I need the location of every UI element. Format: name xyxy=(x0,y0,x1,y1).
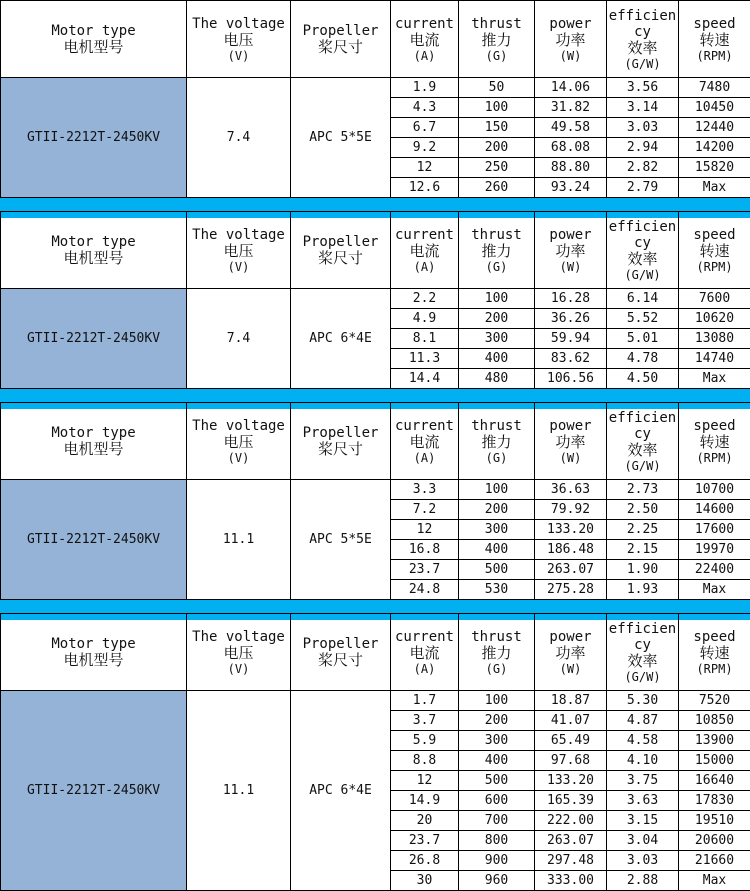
header-efficiency-en: efficiency xyxy=(607,219,678,251)
header-efficiency xyxy=(607,614,679,691)
power-cell: 14.06 xyxy=(535,78,607,98)
power-cell: 83.62 xyxy=(535,349,607,369)
efficiency-cell: 6.14 xyxy=(607,289,679,309)
efficiency-cell: 1.93 xyxy=(607,580,679,600)
thrust-cell: 600 xyxy=(459,791,535,811)
header-current-zh: 电流 xyxy=(391,32,458,49)
current-cell: 4.9 xyxy=(391,309,459,329)
voltage-cell: 7.4 xyxy=(187,289,291,389)
speed-cell: 17830 xyxy=(679,791,750,811)
header-thrust-zh: 推力 xyxy=(459,32,534,49)
header-row xyxy=(1,403,750,480)
speed-cell: Max xyxy=(679,369,750,389)
spec-table-grid xyxy=(0,0,750,198)
header-efficiency-zh: 效率 xyxy=(607,442,678,459)
efficiency-cell: 5.01 xyxy=(607,329,679,349)
thrust-cell: 500 xyxy=(459,771,535,791)
header-voltage-en: The voltage xyxy=(187,418,290,434)
power-cell: 133.20 xyxy=(535,771,607,791)
current-cell: 20 xyxy=(391,811,459,831)
header-thrust-en: thrust xyxy=(459,418,534,434)
header-current-unit: (A) xyxy=(391,662,458,676)
thrust-cell: 480 xyxy=(459,369,535,389)
thrust-cell: 200 xyxy=(459,500,535,520)
efficiency-cell: 3.63 xyxy=(607,791,679,811)
header-motor xyxy=(1,1,187,78)
table-row xyxy=(1,480,750,500)
header-power-unit: (W) xyxy=(535,662,606,676)
speed-cell: 21660 xyxy=(679,851,750,871)
spec-table-grid xyxy=(0,402,750,600)
current-cell: 12 xyxy=(391,158,459,178)
efficiency-cell: 2.25 xyxy=(607,520,679,540)
header-current-unit: (A) xyxy=(391,49,458,63)
header-power-zh: 功率 xyxy=(535,434,606,451)
header-prop-zh: 桨尺寸 xyxy=(291,652,390,669)
header-prop xyxy=(291,1,391,78)
speed-cell: Max xyxy=(679,580,750,600)
header-voltage-zh: 电压 xyxy=(187,32,290,49)
current-cell: 12 xyxy=(391,771,459,791)
header-thrust xyxy=(459,614,535,691)
header-speed xyxy=(679,403,750,480)
spec-table-4 xyxy=(0,613,750,891)
header-efficiency-zh: 效率 xyxy=(607,251,678,268)
current-cell: 3.3 xyxy=(391,480,459,500)
thrust-cell: 960 xyxy=(459,871,535,891)
header-thrust-zh: 推力 xyxy=(459,243,534,260)
thrust-cell: 250 xyxy=(459,158,535,178)
power-cell: 18.87 xyxy=(535,691,607,711)
propeller-cell: APC 6*4E xyxy=(291,691,391,891)
current-cell: 1.9 xyxy=(391,78,459,98)
header-efficiency xyxy=(607,403,679,480)
speed-cell: 7480 xyxy=(679,78,750,98)
thrust-cell: 100 xyxy=(459,480,535,500)
thrust-cell: 150 xyxy=(459,118,535,138)
current-cell: 26.8 xyxy=(391,851,459,871)
header-power xyxy=(535,212,607,289)
header-voltage xyxy=(187,1,291,78)
header-speed-zh: 转速 xyxy=(679,243,750,260)
speed-cell: 10450 xyxy=(679,98,750,118)
header-speed-unit: (RPM) xyxy=(679,49,750,63)
table-row xyxy=(1,691,750,711)
header-prop-en: Propeller xyxy=(291,23,390,39)
current-cell: 14.4 xyxy=(391,369,459,389)
speed-cell: 13080 xyxy=(679,329,750,349)
header-thrust-en: thrust xyxy=(459,227,534,243)
power-cell: 36.26 xyxy=(535,309,607,329)
header-voltage-unit: (V) xyxy=(187,49,290,63)
header-power xyxy=(535,403,607,480)
thrust-cell: 300 xyxy=(459,731,535,751)
current-cell: 9.2 xyxy=(391,138,459,158)
header-motor-zh: 电机型号 xyxy=(1,441,186,458)
header-power xyxy=(535,1,607,78)
spec-table-1 xyxy=(0,0,750,198)
current-cell: 14.9 xyxy=(391,791,459,811)
power-cell: 186.48 xyxy=(535,540,607,560)
power-cell: 263.07 xyxy=(535,831,607,851)
header-efficiency xyxy=(607,212,679,289)
header-power-unit: (W) xyxy=(535,451,606,465)
header-efficiency-en: efficiency xyxy=(607,8,678,40)
header-power-zh: 功率 xyxy=(535,243,606,260)
power-cell: 263.07 xyxy=(535,560,607,580)
speed-cell: Max xyxy=(679,178,750,198)
efficiency-cell: 3.15 xyxy=(607,811,679,831)
speed-cell: 7520 xyxy=(679,691,750,711)
header-voltage-en: The voltage xyxy=(187,227,290,243)
voltage-cell: 7.4 xyxy=(187,78,291,198)
spec-table-grid xyxy=(0,613,750,891)
efficiency-cell: 2.15 xyxy=(607,540,679,560)
current-cell: 5.9 xyxy=(391,731,459,751)
header-speed-en: speed xyxy=(679,629,750,645)
header-speed-zh: 转速 xyxy=(679,32,750,49)
current-cell: 11.3 xyxy=(391,349,459,369)
efficiency-cell: 4.50 xyxy=(607,369,679,389)
header-current-zh: 电流 xyxy=(391,645,458,662)
speed-cell: 15000 xyxy=(679,751,750,771)
power-cell: 93.24 xyxy=(535,178,607,198)
header-current xyxy=(391,614,459,691)
header-current xyxy=(391,403,459,480)
header-voltage-en: The voltage xyxy=(187,629,290,645)
power-cell: 165.39 xyxy=(535,791,607,811)
current-cell: 23.7 xyxy=(391,560,459,580)
power-cell: 65.49 xyxy=(535,731,607,751)
header-thrust xyxy=(459,212,535,289)
thrust-cell: 400 xyxy=(459,751,535,771)
thrust-cell: 400 xyxy=(459,349,535,369)
header-row xyxy=(1,212,750,289)
header-power-zh: 功率 xyxy=(535,32,606,49)
table-row xyxy=(1,289,750,309)
header-voltage xyxy=(187,212,291,289)
current-cell: 3.7 xyxy=(391,711,459,731)
current-cell: 8.1 xyxy=(391,329,459,349)
thrust-cell: 50 xyxy=(459,78,535,98)
speed-cell: Max xyxy=(679,871,750,891)
thrust-cell: 200 xyxy=(459,138,535,158)
header-power xyxy=(535,614,607,691)
header-power-zh: 功率 xyxy=(535,645,606,662)
current-cell: 24.8 xyxy=(391,580,459,600)
current-cell: 12 xyxy=(391,520,459,540)
header-motor xyxy=(1,614,187,691)
header-current-en: current xyxy=(391,418,458,434)
current-cell: 12.6 xyxy=(391,178,459,198)
header-current-zh: 电流 xyxy=(391,434,458,451)
propeller-cell: APC 5*5E xyxy=(291,480,391,600)
speed-cell: 22400 xyxy=(679,560,750,580)
efficiency-cell: 3.03 xyxy=(607,851,679,871)
header-current-unit: (A) xyxy=(391,260,458,274)
thrust-cell: 200 xyxy=(459,711,535,731)
thrust-cell: 300 xyxy=(459,329,535,349)
speed-cell: 16640 xyxy=(679,771,750,791)
motor-type-cell: GTII-2212T-2450KV xyxy=(1,480,187,600)
header-power-en: power xyxy=(535,629,606,645)
header-speed-unit: (RPM) xyxy=(679,451,750,465)
header-current xyxy=(391,212,459,289)
speed-cell: 15820 xyxy=(679,158,750,178)
efficiency-cell: 4.78 xyxy=(607,349,679,369)
header-thrust xyxy=(459,403,535,480)
thrust-cell: 900 xyxy=(459,851,535,871)
motor-type-cell: GTII-2212T-2450KV xyxy=(1,78,187,198)
power-cell: 97.68 xyxy=(535,751,607,771)
header-motor xyxy=(1,212,187,289)
header-speed-zh: 转速 xyxy=(679,645,750,662)
voltage-cell: 11.1 xyxy=(187,691,291,891)
header-row xyxy=(1,614,750,691)
speed-cell: 17600 xyxy=(679,520,750,540)
header-thrust xyxy=(459,1,535,78)
power-cell: 59.94 xyxy=(535,329,607,349)
power-cell: 36.63 xyxy=(535,480,607,500)
speed-cell: 19510 xyxy=(679,811,750,831)
header-current-en: current xyxy=(391,16,458,32)
header-speed-en: speed xyxy=(679,418,750,434)
efficiency-cell: 4.58 xyxy=(607,731,679,751)
current-cell: 8.8 xyxy=(391,751,459,771)
header-thrust-unit: (G) xyxy=(459,260,534,274)
header-prop-zh: 桨尺寸 xyxy=(291,39,390,56)
power-cell: 133.20 xyxy=(535,520,607,540)
speed-cell: 12440 xyxy=(679,118,750,138)
header-voltage xyxy=(187,403,291,480)
header-efficiency-unit: (G/W) xyxy=(607,670,678,684)
power-cell: 79.92 xyxy=(535,500,607,520)
efficiency-cell: 2.82 xyxy=(607,158,679,178)
efficiency-cell: 5.52 xyxy=(607,309,679,329)
header-current-en: current xyxy=(391,629,458,645)
header-speed xyxy=(679,614,750,691)
efficiency-cell: 2.73 xyxy=(607,480,679,500)
header-power-unit: (W) xyxy=(535,260,606,274)
speed-cell: 10850 xyxy=(679,711,750,731)
power-cell: 222.00 xyxy=(535,811,607,831)
header-prop xyxy=(291,403,391,480)
header-current-en: current xyxy=(391,227,458,243)
header-voltage xyxy=(187,614,291,691)
power-cell: 41.07 xyxy=(535,711,607,731)
header-thrust-zh: 推力 xyxy=(459,645,534,662)
header-prop xyxy=(291,212,391,289)
efficiency-cell: 3.14 xyxy=(607,98,679,118)
efficiency-cell: 4.10 xyxy=(607,751,679,771)
power-cell: 49.58 xyxy=(535,118,607,138)
speed-cell: 20600 xyxy=(679,831,750,851)
thrust-cell: 400 xyxy=(459,540,535,560)
speed-cell: 7600 xyxy=(679,289,750,309)
efficiency-cell: 3.75 xyxy=(607,771,679,791)
efficiency-cell: 1.90 xyxy=(607,560,679,580)
thrust-cell: 500 xyxy=(459,560,535,580)
header-motor-en: Motor type xyxy=(1,636,186,652)
header-efficiency-en: efficiency xyxy=(607,410,678,442)
header-prop-en: Propeller xyxy=(291,234,390,250)
header-efficiency-unit: (G/W) xyxy=(607,57,678,71)
header-voltage-zh: 电压 xyxy=(187,645,290,662)
header-voltage-en: The voltage xyxy=(187,16,290,32)
speed-cell: 19970 xyxy=(679,540,750,560)
power-cell: 106.56 xyxy=(535,369,607,389)
speed-cell: 14740 xyxy=(679,349,750,369)
header-speed-en: speed xyxy=(679,16,750,32)
header-efficiency-en: efficiency xyxy=(607,621,678,653)
thrust-cell: 300 xyxy=(459,520,535,540)
header-power-en: power xyxy=(535,16,606,32)
motor-type-cell: GTII-2212T-2450KV xyxy=(1,691,187,891)
thrust-cell: 200 xyxy=(459,309,535,329)
header-motor-zh: 电机型号 xyxy=(1,250,186,267)
speed-cell: 10620 xyxy=(679,309,750,329)
header-thrust-unit: (G) xyxy=(459,451,534,465)
header-power-en: power xyxy=(535,227,606,243)
header-efficiency-zh: 效率 xyxy=(607,653,678,670)
efficiency-cell: 3.56 xyxy=(607,78,679,98)
current-cell: 6.7 xyxy=(391,118,459,138)
header-thrust-en: thrust xyxy=(459,16,534,32)
voltage-cell: 11.1 xyxy=(187,480,291,600)
table-row xyxy=(1,78,750,98)
header-current-unit: (A) xyxy=(391,451,458,465)
header-voltage-unit: (V) xyxy=(187,451,290,465)
header-prop-zh: 桨尺寸 xyxy=(291,250,390,267)
header-thrust-zh: 推力 xyxy=(459,434,534,451)
efficiency-cell: 2.88 xyxy=(607,871,679,891)
current-cell: 2.2 xyxy=(391,289,459,309)
header-speed-zh: 转速 xyxy=(679,434,750,451)
power-cell: 333.00 xyxy=(535,871,607,891)
thrust-cell: 260 xyxy=(459,178,535,198)
header-voltage-unit: (V) xyxy=(187,662,290,676)
current-cell: 23.7 xyxy=(391,831,459,851)
spec-table-grid xyxy=(0,211,750,389)
thrust-cell: 800 xyxy=(459,831,535,851)
header-prop-zh: 桨尺寸 xyxy=(291,441,390,458)
speed-cell: 10700 xyxy=(679,480,750,500)
current-cell: 30 xyxy=(391,871,459,891)
efficiency-cell: 3.03 xyxy=(607,118,679,138)
efficiency-cell: 4.87 xyxy=(607,711,679,731)
power-cell: 297.48 xyxy=(535,851,607,871)
efficiency-cell: 2.50 xyxy=(607,500,679,520)
efficiency-cell: 2.79 xyxy=(607,178,679,198)
header-speed-unit: (RPM) xyxy=(679,662,750,676)
power-cell: 31.82 xyxy=(535,98,607,118)
header-motor-en: Motor type xyxy=(1,425,186,441)
power-cell: 16.28 xyxy=(535,289,607,309)
header-voltage-zh: 电压 xyxy=(187,243,290,260)
spec-table-2 xyxy=(0,211,750,389)
thrust-cell: 700 xyxy=(459,811,535,831)
header-thrust-unit: (G) xyxy=(459,49,534,63)
thrust-cell: 100 xyxy=(459,289,535,309)
speed-cell: 14600 xyxy=(679,500,750,520)
header-thrust-unit: (G) xyxy=(459,662,534,676)
current-cell: 1.7 xyxy=(391,691,459,711)
header-speed-en: speed xyxy=(679,227,750,243)
header-current-zh: 电流 xyxy=(391,243,458,260)
thrust-cell: 530 xyxy=(459,580,535,600)
header-motor-en: Motor type xyxy=(1,23,186,39)
header-thrust-en: thrust xyxy=(459,629,534,645)
header-speed xyxy=(679,212,750,289)
header-efficiency-zh: 效率 xyxy=(607,40,678,57)
header-efficiency-unit: (G/W) xyxy=(607,268,678,282)
header-voltage-unit: (V) xyxy=(187,260,290,274)
speed-cell: 13900 xyxy=(679,731,750,751)
header-current xyxy=(391,1,459,78)
spec-table-3 xyxy=(0,402,750,600)
header-prop xyxy=(291,614,391,691)
current-cell: 16.8 xyxy=(391,540,459,560)
efficiency-cell: 3.04 xyxy=(607,831,679,851)
header-speed xyxy=(679,1,750,78)
thrust-cell: 100 xyxy=(459,98,535,118)
current-cell: 4.3 xyxy=(391,98,459,118)
header-voltage-zh: 电压 xyxy=(187,434,290,451)
power-cell: 275.28 xyxy=(535,580,607,600)
header-power-unit: (W) xyxy=(535,49,606,63)
efficiency-cell: 5.30 xyxy=(607,691,679,711)
thrust-cell: 100 xyxy=(459,691,535,711)
header-speed-unit: (RPM) xyxy=(679,260,750,274)
propeller-cell: APC 5*5E xyxy=(291,78,391,198)
header-prop-en: Propeller xyxy=(291,636,390,652)
power-cell: 68.08 xyxy=(535,138,607,158)
header-efficiency xyxy=(607,1,679,78)
header-prop-en: Propeller xyxy=(291,425,390,441)
propeller-cell: APC 6*4E xyxy=(291,289,391,389)
header-motor xyxy=(1,403,187,480)
motor-type-cell: GTII-2212T-2450KV xyxy=(1,289,187,389)
header-power-en: power xyxy=(535,418,606,434)
current-cell: 7.2 xyxy=(391,500,459,520)
header-efficiency-unit: (G/W) xyxy=(607,459,678,473)
efficiency-cell: 2.94 xyxy=(607,138,679,158)
header-motor-en: Motor type xyxy=(1,234,186,250)
header-motor-zh: 电机型号 xyxy=(1,652,186,669)
header-row xyxy=(1,1,750,78)
power-cell: 88.80 xyxy=(535,158,607,178)
speed-cell: 14200 xyxy=(679,138,750,158)
header-motor-zh: 电机型号 xyxy=(1,39,186,56)
